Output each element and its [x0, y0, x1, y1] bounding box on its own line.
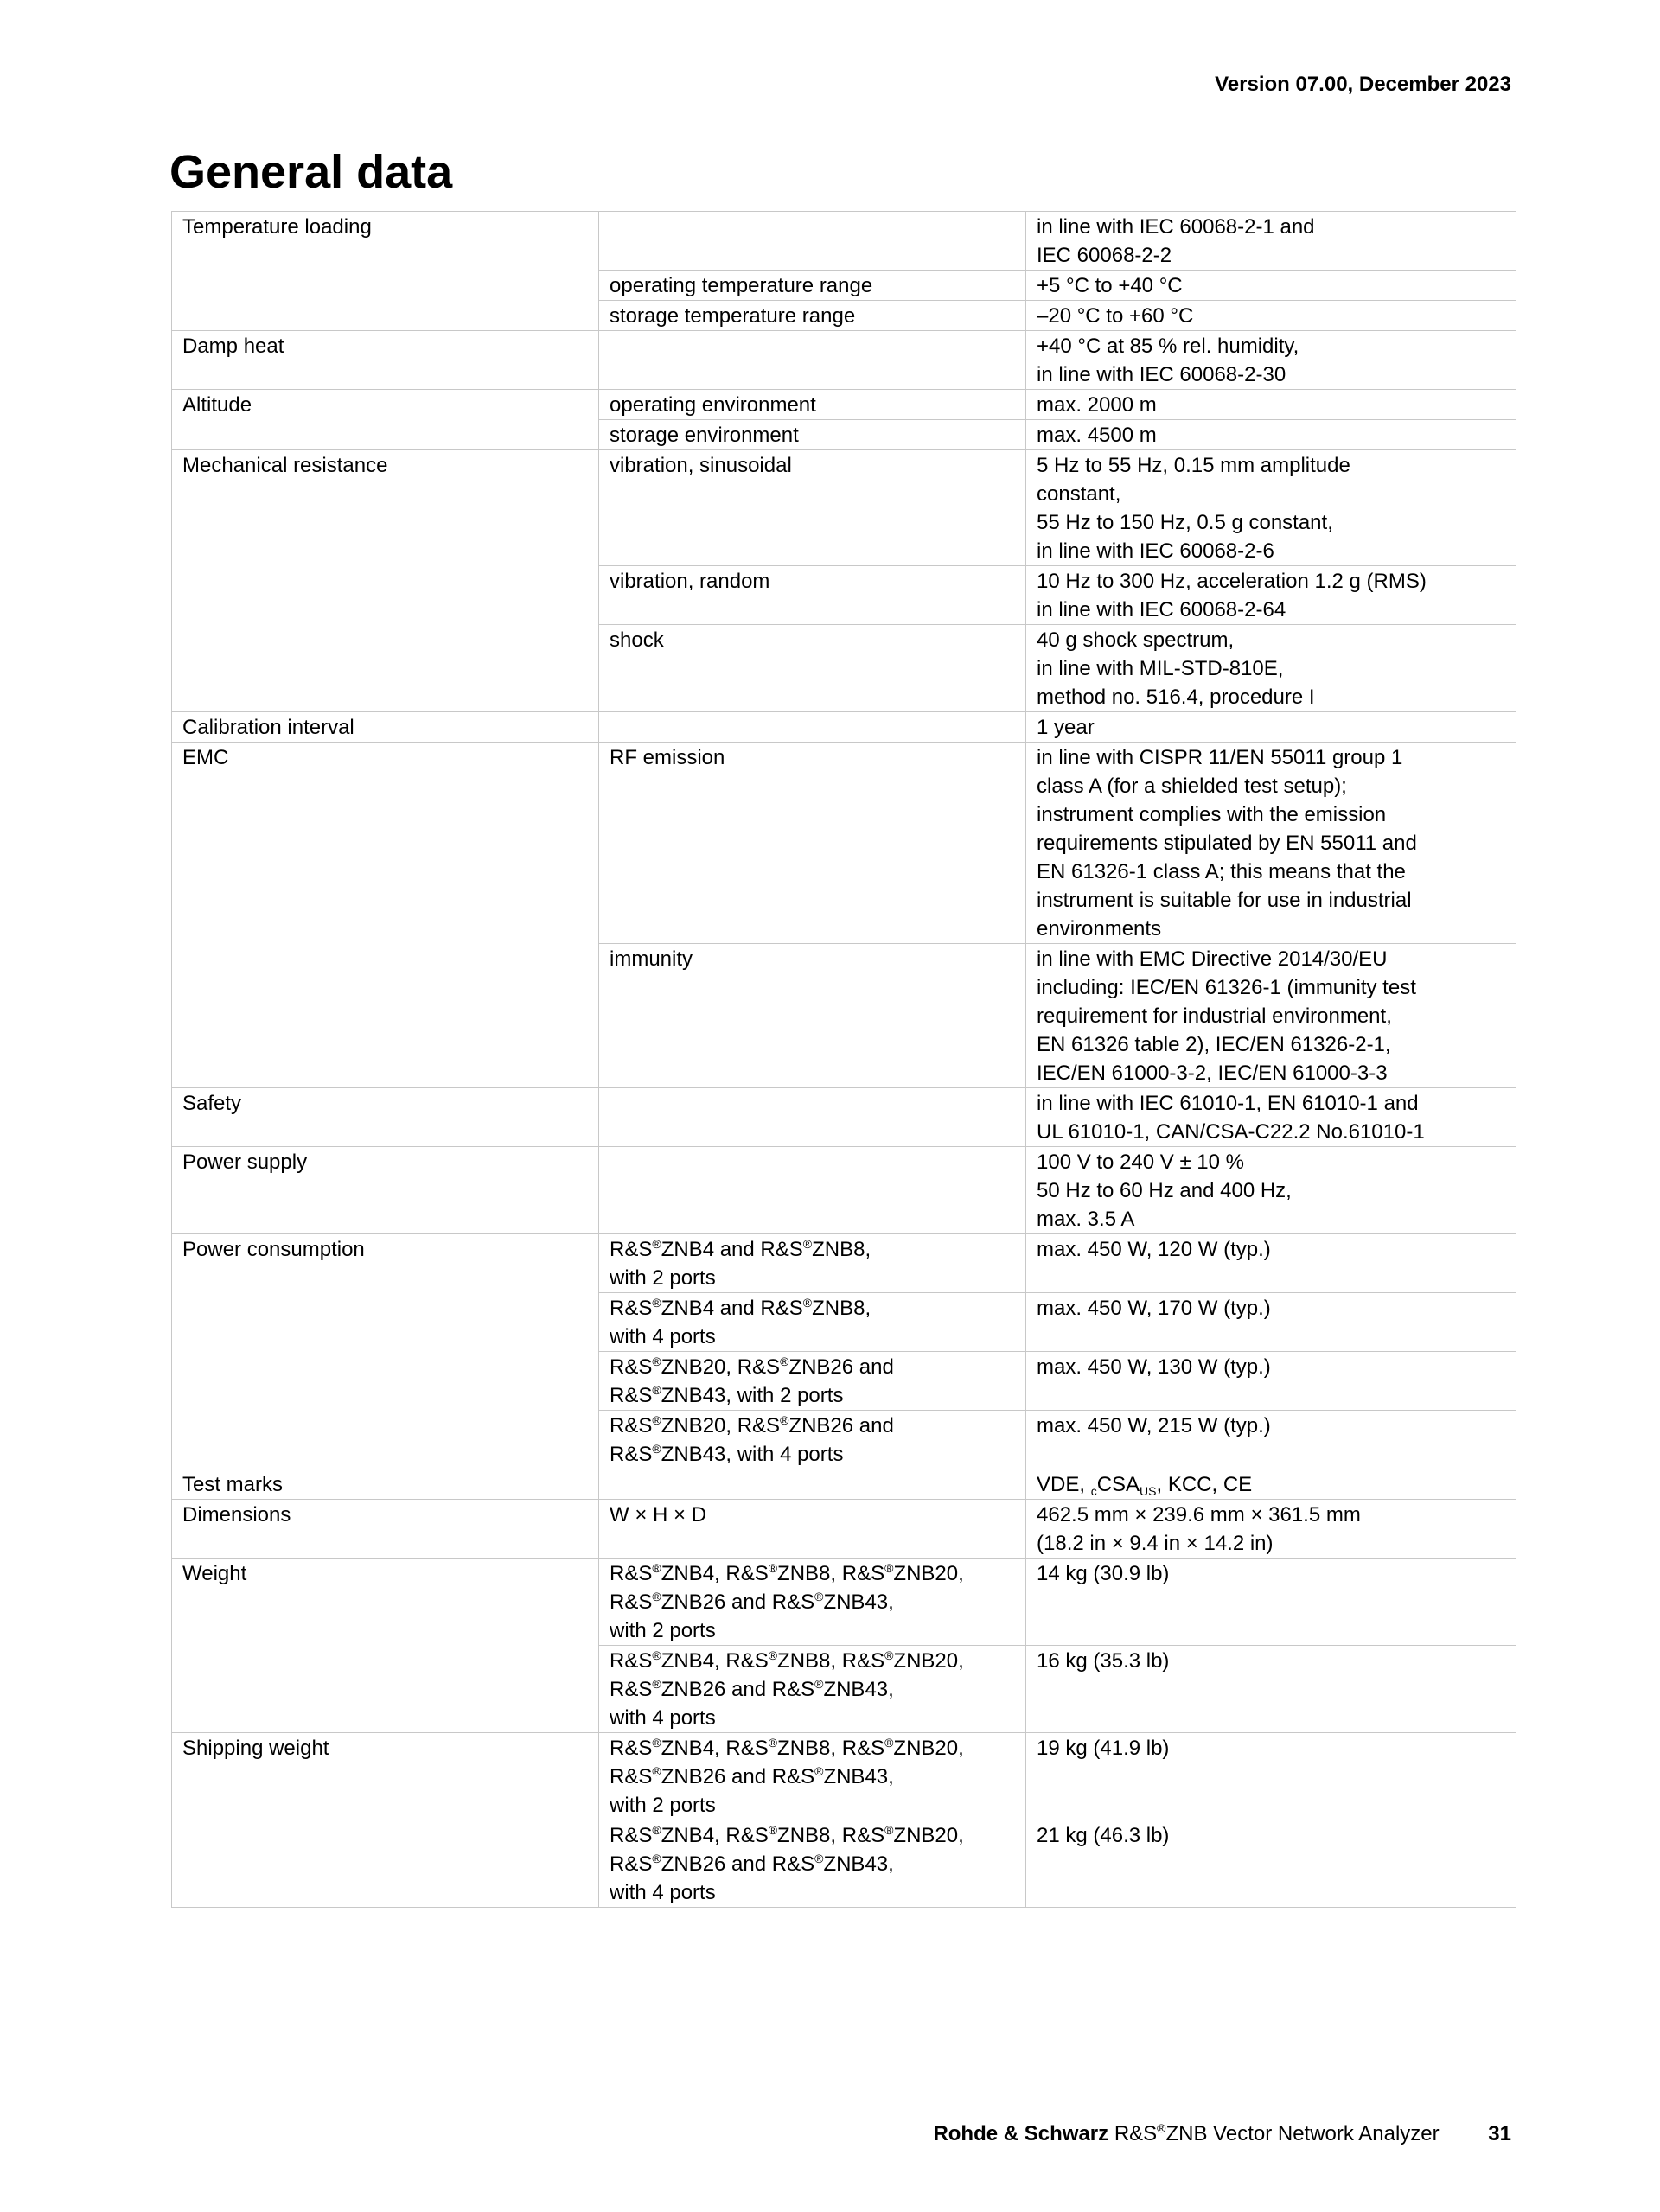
condition-cell	[599, 271, 1026, 301]
condition-line: R&S®ZNB43, with 2 ports	[610, 1383, 844, 1407]
condition-line: immunity	[610, 947, 693, 971]
condition-line: storage environment	[610, 424, 799, 447]
value-cell	[1026, 1293, 1516, 1352]
value-line: EN 61326-1 class A; this means that the	[1037, 860, 1406, 883]
value-cell	[1026, 1559, 1516, 1646]
condition-cell	[599, 944, 1026, 1088]
value-line: EN 61326 table 2), IEC/EN 61326-2-1,	[1037, 1033, 1391, 1056]
table-row	[172, 1088, 1516, 1147]
page-footer	[933, 2122, 1511, 2146]
value-cell	[1026, 625, 1516, 712]
value-line: UL 61010-1, CAN/CSA-C22.2 No.61010-1	[1037, 1120, 1425, 1144]
value-line: +40 °C at 85 % rel. humidity,	[1037, 335, 1299, 358]
table-row	[172, 1234, 1516, 1293]
value-line: max. 450 W, 130 W (typ.)	[1037, 1355, 1271, 1379]
parameter-label: Shipping weight	[182, 1737, 329, 1760]
value-line: environments	[1037, 917, 1162, 940]
value-line: 55 Hz to 150 Hz, 0.5 g constant,	[1037, 511, 1333, 534]
condition-line: R&S®ZNB4 and R&S®ZNB8,	[610, 1237, 872, 1261]
parameter-label: Weight	[182, 1562, 247, 1585]
value-line: 1 year	[1037, 716, 1095, 739]
parameter-label: Test marks	[182, 1473, 284, 1496]
condition-cell	[599, 1147, 1026, 1234]
value-cell	[1026, 1147, 1516, 1234]
parameter-label: Dimensions	[182, 1503, 291, 1527]
value-line: instrument is suitable for use in industrial	[1037, 889, 1412, 912]
condition-line: with 4 ports	[610, 1706, 716, 1730]
value-line: method no. 516.4, procedure I	[1037, 685, 1315, 709]
parameter-cell	[172, 743, 599, 1088]
condition-cell	[599, 1293, 1026, 1352]
condition-cell	[599, 212, 1026, 271]
parameter-label: Safety	[182, 1092, 242, 1115]
parameter-cell	[172, 390, 599, 450]
condition-cell	[599, 1088, 1026, 1147]
value-line: requirements stipulated by EN 55011 and	[1037, 832, 1417, 855]
condition-line: operating environment	[610, 393, 816, 417]
condition-cell	[599, 1469, 1026, 1500]
value-line: 5 Hz to 55 Hz, 0.15 mm amplitude	[1037, 454, 1350, 477]
parameter-cell	[172, 450, 599, 712]
condition-line: with 4 ports	[610, 1325, 716, 1348]
value-cell	[1026, 420, 1516, 450]
value-cell	[1026, 271, 1516, 301]
value-cell	[1026, 450, 1516, 566]
parameter-cell	[172, 712, 599, 743]
condition-cell	[599, 420, 1026, 450]
condition-line: R&S®ZNB4, R&S®ZNB8, R&S®ZNB20,	[610, 1823, 964, 1847]
table-row	[172, 712, 1516, 743]
value-cell	[1026, 301, 1516, 331]
value-line: +5 °C to +40 °C	[1037, 274, 1183, 297]
value-line: IEC/EN 61000-3-2, IEC/EN 61000-3-3	[1037, 1061, 1388, 1085]
condition-line: R&S®ZNB26 and R&S®ZNB43,	[610, 1764, 894, 1788]
condition-line: with 2 ports	[610, 1619, 716, 1642]
value-cell	[1026, 1820, 1516, 1908]
value-line: 21 kg (46.3 lb)	[1037, 1824, 1170, 1847]
parameter-cell	[172, 1147, 599, 1234]
value-line: requirement for industrial environment,	[1037, 1004, 1392, 1028]
value-cell	[1026, 712, 1516, 743]
value-cell	[1026, 1088, 1516, 1147]
condition-line: with 2 ports	[610, 1266, 716, 1290]
value-line: max. 3.5 A	[1037, 1208, 1135, 1231]
value-line: 40 g shock spectrum,	[1037, 628, 1235, 652]
parameter-label: EMC	[182, 746, 229, 769]
value-line: class A (for a shielded test setup);	[1037, 775, 1347, 798]
condition-cell	[599, 1820, 1026, 1908]
value-line: in line with IEC 60068-2-1 and	[1037, 215, 1315, 239]
condition-line: R&S®ZNB26 and R&S®ZNB43,	[610, 1677, 894, 1701]
parameter-label: Damp heat	[182, 335, 284, 358]
condition-line: vibration, sinusoidal	[610, 454, 792, 477]
parameter-cell	[172, 331, 599, 390]
condition-line: R&S®ZNB43, with 4 ports	[610, 1442, 844, 1466]
page-title: General data	[169, 146, 453, 198]
value-cell	[1026, 331, 1516, 390]
table-row	[172, 390, 1516, 420]
condition-line: R&S®ZNB20, R&S®ZNB26 and	[610, 1413, 894, 1437]
value-line: in line with IEC 60068-2-6	[1037, 539, 1274, 563]
value-line: max. 2000 m	[1037, 393, 1157, 417]
condition-cell	[599, 1733, 1026, 1820]
value-cell	[1026, 1411, 1516, 1469]
footer-company: Rohde & Schwarz	[933, 2122, 1109, 2145]
value-line: in line with CISPR 11/EN 55011 group 1	[1037, 746, 1403, 769]
parameter-label: Power consumption	[182, 1238, 365, 1261]
condition-line: R&S®ZNB26 and R&S®ZNB43,	[610, 1852, 894, 1876]
condition-cell	[599, 301, 1026, 331]
condition-line: R&S®ZNB4 and R&S®ZNB8,	[610, 1296, 872, 1320]
value-line: max. 450 W, 170 W (typ.)	[1037, 1297, 1271, 1320]
value-cell	[1026, 1352, 1516, 1411]
condition-line: with 4 ports	[610, 1881, 716, 1904]
parameter-cell	[172, 212, 599, 331]
table-row	[172, 1500, 1516, 1559]
condition-line: R&S®ZNB4, R&S®ZNB8, R&S®ZNB20,	[610, 1736, 964, 1760]
value-line: –20 °C to +60 °C	[1037, 304, 1194, 328]
condition-cell	[599, 566, 1026, 625]
parameter-cell	[172, 1469, 599, 1500]
condition-line: operating temperature range	[610, 274, 873, 297]
condition-cell	[599, 712, 1026, 743]
value-line: 16 kg (35.3 lb)	[1037, 1649, 1170, 1673]
condition-line: storage temperature range	[610, 304, 856, 328]
table-row	[172, 331, 1516, 390]
parameter-cell	[172, 1733, 599, 1908]
condition-cell	[599, 1559, 1026, 1646]
table-row	[172, 1559, 1516, 1646]
value-line: in line with EMC Directive 2014/30/EU	[1037, 947, 1388, 971]
value-cell	[1026, 566, 1516, 625]
value-line: 50 Hz to 60 Hz and 400 Hz,	[1037, 1179, 1292, 1202]
value-cell	[1026, 944, 1516, 1088]
page-number: 31	[1488, 2122, 1511, 2145]
table-row	[172, 743, 1516, 944]
condition-cell	[599, 1500, 1026, 1559]
condition-cell	[599, 1646, 1026, 1733]
condition-line: R&S®ZNB4, R&S®ZNB8, R&S®ZNB20,	[610, 1561, 964, 1585]
value-line: 10 Hz to 300 Hz, acceleration 1.2 g (RMS)	[1037, 570, 1427, 593]
value-cell	[1026, 212, 1516, 271]
value-line: 19 kg (41.9 lb)	[1037, 1737, 1170, 1760]
value-cell	[1026, 1234, 1516, 1293]
parameter-label: Mechanical resistance	[182, 454, 388, 477]
table-row	[172, 1147, 1516, 1234]
value-line: in line with IEC 60068-2-64	[1037, 598, 1286, 622]
parameter-label: Temperature loading	[182, 215, 372, 239]
table-row	[172, 1733, 1516, 1820]
condition-line: W × H × D	[610, 1503, 707, 1527]
value-line: 462.5 mm × 239.6 mm × 361.5 mm	[1037, 1503, 1361, 1527]
condition-line: R&S®ZNB26 and R&S®ZNB43,	[610, 1590, 894, 1614]
value-line: instrument complies with the emission	[1037, 803, 1387, 826]
value-line: VDE, $_cCSA_{US}$, KCC, CE	[1037, 1473, 1253, 1498]
value-line: (18.2 in × 9.4 in × 14.2 in)	[1037, 1532, 1274, 1555]
value-cell	[1026, 1733, 1516, 1820]
value-line: in line with MIL-STD-810E,	[1037, 657, 1284, 680]
condition-cell	[599, 625, 1026, 712]
condition-cell	[599, 390, 1026, 420]
value-line: constant,	[1037, 482, 1121, 506]
parameter-cell	[172, 1234, 599, 1469]
parameter-label: Power supply	[182, 1151, 308, 1174]
parameter-label: Calibration interval	[182, 716, 354, 739]
condition-line: RF emission	[610, 746, 725, 769]
value-cell	[1026, 1500, 1516, 1559]
table-row	[172, 212, 1516, 271]
condition-line: R&S®ZNB4, R&S®ZNB8, R&S®ZNB20,	[610, 1648, 964, 1673]
condition-cell	[599, 331, 1026, 390]
condition-cell	[599, 450, 1026, 566]
value-line: including: IEC/EN 61326-1 (immunity test	[1037, 976, 1416, 999]
parameter-cell	[172, 1088, 599, 1147]
value-line: max. 450 W, 120 W (typ.)	[1037, 1238, 1271, 1261]
condition-line: vibration, random	[610, 570, 770, 593]
general-data-table	[171, 211, 1516, 1908]
value-cell	[1026, 743, 1516, 944]
parameter-label: Altitude	[182, 393, 252, 417]
parameter-cell	[172, 1559, 599, 1733]
footer-product: R&S®ZNB Vector Network Analyzer	[1114, 2121, 1440, 2145]
parameter-cell	[172, 1500, 599, 1559]
value-line: 100 V to 240 V ± 10 %	[1037, 1151, 1244, 1174]
table-row	[172, 1469, 1516, 1500]
condition-cell	[599, 743, 1026, 944]
condition-line: R&S®ZNB20, R&S®ZNB26 and	[610, 1355, 894, 1379]
table-row	[172, 450, 1516, 566]
value-line: max. 450 W, 215 W (typ.)	[1037, 1414, 1271, 1437]
condition-cell	[599, 1352, 1026, 1411]
value-line: max. 4500 m	[1037, 424, 1157, 447]
value-cell	[1026, 390, 1516, 420]
value-line: in line with IEC 60068-2-30	[1037, 363, 1286, 386]
value-line: 14 kg (30.9 lb)	[1037, 1562, 1170, 1585]
condition-line: with 2 ports	[610, 1794, 716, 1817]
condition-cell	[599, 1234, 1026, 1293]
version-label: Version 07.00, December 2023	[1215, 73, 1511, 96]
value-line: IEC 60068-2-2	[1037, 244, 1172, 267]
condition-cell	[599, 1411, 1026, 1469]
value-cell	[1026, 1469, 1516, 1500]
value-cell	[1026, 1646, 1516, 1733]
value-line: in line with IEC 61010-1, EN 61010-1 and	[1037, 1092, 1419, 1115]
condition-line: shock	[610, 628, 664, 652]
